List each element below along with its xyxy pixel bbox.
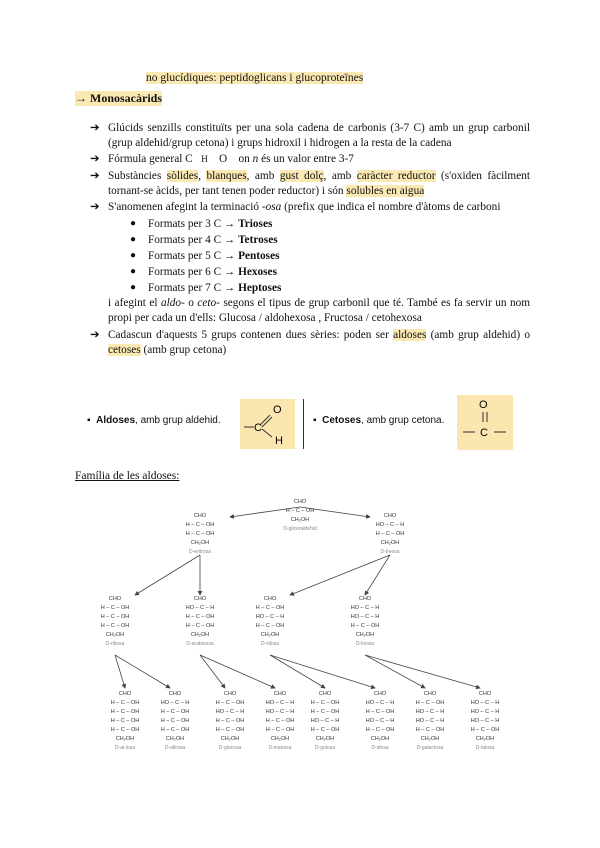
chain-row: H – C – OH — [255, 623, 285, 629]
chain-row: HO – C – H — [265, 709, 295, 715]
carbon-count-list — [108, 216, 530, 296]
chain-row: H – C – OH — [160, 727, 190, 733]
chain-row: HO – C – H — [215, 709, 245, 715]
cho-label: CHO — [118, 691, 132, 697]
sugar-name: D-galactosa — [416, 745, 444, 751]
bullet-list — [90, 121, 530, 359]
ch2oh-label: CH₂OH — [260, 632, 280, 638]
chain-row: HO – C – H — [265, 700, 295, 706]
chain-row: H – C – OH — [160, 718, 190, 724]
chain-row: H – C – OH — [255, 605, 285, 611]
sugar-name: D-glucosa — [218, 745, 242, 751]
cetoses-caption: ▪ Cetoses, amb grup cetona. — [313, 415, 445, 426]
chain-row: H – C – OH — [415, 727, 445, 733]
sub-item-trioses: ● Formats per 3 C → Trioses — [130, 218, 273, 231]
chain-row: H – C – OH — [100, 623, 130, 629]
tree-arrow — [365, 555, 390, 595]
tree-arrow — [290, 555, 390, 595]
tree-arrow — [200, 655, 275, 688]
carbonyl-groups-row — [85, 395, 535, 455]
sugar-name: D-treosa — [380, 549, 400, 555]
sub-item-pentoses: ● Formats per 5 C → Pentoses — [130, 250, 280, 263]
chain-row: H – C – OH — [365, 709, 395, 715]
chain-row: HO – C – H — [160, 700, 190, 706]
chain-row: H – C – OH — [310, 709, 340, 715]
chain-row: H – C – OH — [215, 700, 245, 706]
cho-label: CHO — [358, 596, 372, 602]
sugar-name: D-gliceraldehid — [283, 526, 317, 532]
sub-item-tetroses: ● Formats per 4 C → Tetroses — [130, 234, 278, 247]
chain-row: H – C – OH — [310, 700, 340, 706]
chain-row: H – C – OH — [215, 718, 245, 724]
chain-row: H – C – OH — [110, 718, 140, 724]
ch2oh-label: CH₂OH — [315, 736, 335, 742]
chain-row: HO – C – H — [415, 718, 445, 724]
ch2oh-label: CH₂OH — [420, 736, 440, 742]
chain-row: HO – C – H — [185, 605, 215, 611]
chain-row: H – C – OH — [285, 508, 315, 514]
cho-label: CHO — [263, 596, 277, 602]
cho-label: CHO — [423, 691, 437, 697]
chain-row: H – C – OH — [110, 727, 140, 733]
sugar-name: D-al·losa — [114, 745, 136, 751]
ch2oh-label: CH₂OH — [115, 736, 135, 742]
ch2oh-label: CH₂OH — [355, 632, 375, 638]
ketone-structure — [457, 395, 513, 450]
sub-item-heptoses: ● Formats per 7 C → Heptoses — [130, 282, 282, 295]
ch2oh-label: CH₂OH — [220, 736, 240, 742]
chain-row: H – C – OH — [265, 718, 295, 724]
chain-row: H – C – OH — [310, 727, 340, 733]
sugar-name: D-gulosa — [314, 745, 336, 751]
bullet-naming: ➔ S'anomenen afegint la terminació -osa (prefix que indica el nombre d'àtoms de carboni ● Formats per 3 C → Trioses ● Formats per 4 C → Tetroses ● Formats per 5 C → Pentoses ● Formats per 6 C → Hexoses ● Formats per 7 C → Heptoses i afegint el aldo- o ceto- segons el tipus de grup carbonil que té. També es fa servir un nom propi per cada un d'ells: Glucosa / aldohexosa , Fructosa / cetohexosa — [90, 200, 530, 327]
sugar-name: D-manosa — [268, 745, 292, 751]
chain-row: H – C – OH — [185, 614, 215, 620]
chain-row: HO – C – H — [470, 718, 500, 724]
sugar-name: D-altrosa — [164, 745, 186, 751]
sugar-name: D-lixosa — [355, 641, 375, 647]
svg-text:O: O — [479, 399, 488, 411]
ch2oh-label: CH₂OH — [475, 736, 495, 742]
chain-row: HO – C – H — [375, 522, 405, 528]
cho-label: CHO — [478, 691, 492, 697]
tree-arrow — [200, 655, 225, 688]
ch2oh-label: CH₂OH — [370, 736, 390, 742]
cho-label: CHO — [383, 513, 397, 519]
aldehyde-structure — [240, 399, 295, 449]
chain-row: H – C – OH — [375, 531, 405, 537]
tree-arrow — [270, 655, 325, 688]
ch2oh-label: CH₂OH — [190, 632, 210, 638]
cho-label: CHO — [318, 691, 332, 697]
bullet-series: ➔ Cadascun d'aquests 5 grups contenen dues sèries: poden ser aldoses (amb grup aldehid) o cetoses (amb grup cetona) — [90, 328, 530, 356]
chain-row: HO – C – H — [365, 700, 395, 706]
cho-label: CHO — [273, 691, 287, 697]
chain-row: H – C – OH — [100, 605, 130, 611]
aldoses-caption: ▪ Aldoses, amb grup aldehid. — [87, 415, 221, 426]
cho-label: CHO — [373, 691, 387, 697]
svg-text:C: C — [480, 427, 488, 439]
chain-row: H – C – OH — [415, 700, 445, 706]
section-heading: → Monosacàrids — [75, 91, 162, 105]
sugar-name: D-talosa — [475, 745, 495, 751]
svg-text:O: O — [273, 404, 282, 416]
cho-label: CHO — [293, 499, 307, 505]
sugar-name: D-eritrosa — [189, 549, 211, 555]
chain-row: HO – C – H — [470, 700, 500, 706]
chain-row: HO – C – H — [310, 718, 340, 724]
chain-row: H – C – OH — [110, 709, 140, 715]
chain-row: H – C – OH — [470, 727, 500, 733]
chain-row: H – C – OH — [365, 727, 395, 733]
sugar-name: D-xilosa — [260, 641, 280, 647]
chain-row: HO – C – H — [470, 709, 500, 715]
sugar-name: D-ribosa — [105, 641, 125, 647]
chain-row: H – C – OH — [185, 531, 215, 537]
bullet-definition: ➔ Glúcids senzills constituïts per una sola cadena de carbonis (3-7 C) amb un grup carbonil (grup aldehid/grup cetona) i grups hidroxil i hidrogen a la resta de la cadena — [90, 122, 530, 150]
cho-label: CHO — [168, 691, 182, 697]
chain-row: HO – C – H — [255, 614, 285, 620]
family-title: Família de les aldoses: — [75, 470, 180, 482]
ch2oh-label: CH₂OH — [105, 632, 125, 638]
aldose-family-tree — [90, 495, 510, 785]
tree-arrow — [365, 655, 480, 688]
chain-row: HO – C – H — [350, 605, 380, 611]
ch2oh-label: CH₂OH — [190, 540, 210, 546]
sugar-name: D-idosa — [371, 745, 389, 751]
chain-row: HO – C – H — [365, 718, 395, 724]
ch2oh-label: CH₂OH — [165, 736, 185, 742]
chain-row: H – C – OH — [110, 700, 140, 706]
cho-label: CHO — [193, 596, 207, 602]
divider — [303, 399, 304, 449]
intro-text: no glucídiques: peptidoglicans i glucoproteïnes — [146, 72, 364, 84]
chain-row: HO – C – H — [350, 614, 380, 620]
naming-continuation: i afegint el aldo- o ceto- segons el tipus de grup carbonil que té. També es fa servir un nom propi per cada un d'ells: Glucosa / aldohexosa , Fructosa / cetohexosa — [108, 297, 531, 325]
bullet-formula: ➔ Fórmula general C H O on n és un valor entre 3-7 — [90, 153, 354, 166]
cho-label: CHO — [193, 513, 207, 519]
chain-row: H – C – OH — [185, 522, 215, 528]
bullet-properties: ➔ Substàncies sòlides, blanques, amb gust dolç, amb caràcter reductor (s'oxiden fàcilment tornant-se àcids, per tant tenen poder reductor) i són solubles en aigua — [90, 169, 531, 197]
chain-row: H – C – OH — [100, 614, 130, 620]
chain-row: H – C – OH — [265, 727, 295, 733]
chain-row: HO – C – H — [415, 709, 445, 715]
cho-label: CHO — [223, 691, 237, 697]
chain-row: H – C – OH — [185, 623, 215, 629]
svg-text:H: H — [275, 435, 283, 447]
chain-row: H – C – OH — [350, 623, 380, 629]
ch2oh-label: CH₂OH — [380, 540, 400, 546]
ch2oh-label: CH₂OH — [290, 517, 310, 523]
tree-arrow — [270, 655, 375, 688]
tree-arrow — [135, 555, 200, 595]
cho-label: CHO — [108, 596, 122, 602]
sugar-name: D-arabinosa — [186, 641, 214, 647]
chain-row: H – C – OH — [160, 709, 190, 715]
svg-text:C: C — [254, 422, 262, 434]
ch2oh-label: CH₂OH — [270, 736, 290, 742]
tree-arrow — [365, 655, 425, 688]
sub-item-hexoses: ● Formats per 6 C → Hexoses — [130, 266, 277, 279]
chain-row: H – C – OH — [215, 727, 245, 733]
